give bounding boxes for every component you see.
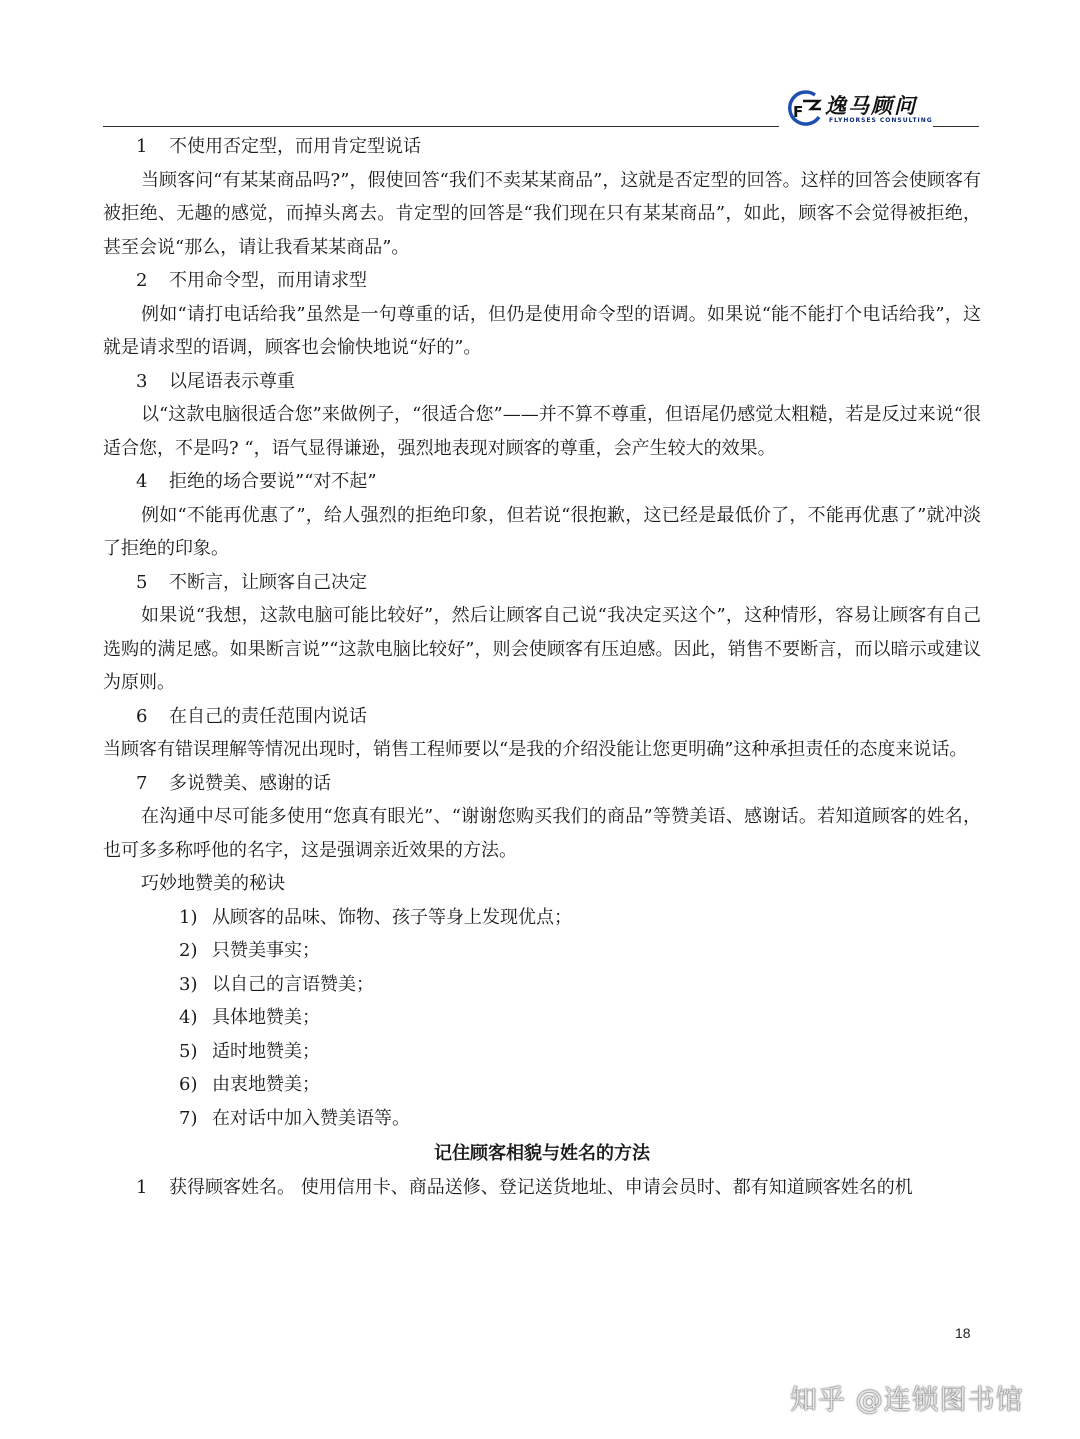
paragraph: 如果说“我想，这款电脑可能比较好”，然后让顾客自己说“我决定买这个”，这种情形，容易让顾客有自己选购的满足感。如果断言说”“这款电脑比较好”，则会使顾客有压迫感。因此，销售不要断言，而以暗示或建议为原则。 — [103, 605, 981, 693]
list-item — [103, 934, 981, 968]
list-item-text: 以自己的言语赞美； — [212, 973, 374, 995]
subsection-title: 巧妙地赞美的秘诀 — [141, 873, 285, 894]
header-rule-left — [103, 126, 779, 127]
list-item-text: 适时地赞美； — [212, 1040, 320, 1062]
list-item — [103, 901, 981, 935]
list-item-text: 只赞美事实； — [212, 940, 320, 961]
header-rule-right — [933, 126, 979, 127]
paragraph: 例如“请打电话给我”虽然是一句尊重的话，但仍是使用命令型的语调。如果说“能不能打个电话给我”，这就是请求型的语调，顾客也会愉快地说“好的”。 — [103, 303, 981, 358]
section-heading — [103, 264, 981, 298]
heading-text: 不用命令型，而用请求型 — [169, 270, 367, 291]
section-heading — [103, 1171, 981, 1205]
list-item-number: 3) — [179, 973, 198, 995]
heading-text: 以尾语表示尊重 — [169, 370, 295, 392]
heading-text: 拒绝的场合要说”“对不起” — [169, 471, 377, 492]
heading-number: 7 — [136, 772, 148, 794]
paragraph: 在沟通中尽可能多使用“您真有眼光”、“谢谢您购买我们的商品”等赞美语、感谢话。若知道顾客的姓名，也可多多称呼他的名字，这是强调亲近效果的方法。 — [103, 806, 981, 861]
list-item — [103, 1068, 981, 1102]
page-number: 18 — [955, 1325, 971, 1341]
heading-number: 3 — [136, 370, 148, 392]
list-item-number: 1) — [179, 906, 198, 928]
logo-mark-icon — [785, 89, 825, 129]
heading-number: 6 — [136, 705, 148, 727]
list-item-text: 从顾客的品味、饰物、孩子等身上发现优点； — [212, 906, 572, 928]
section-heading — [103, 700, 981, 734]
list-item — [103, 1102, 981, 1136]
list-item-text: 具体地赞美； — [212, 1007, 320, 1028]
list-item-number: 4) — [179, 1007, 198, 1028]
heading-text: 不断言，让顾客自己决定 — [169, 571, 367, 593]
heading-number: 2 — [136, 270, 148, 291]
heading-number: 1 — [136, 1176, 148, 1198]
list-item-number: 7) — [179, 1107, 198, 1129]
heading-text: 不使用否定型，而用肯定型说话 — [169, 136, 421, 157]
document-body — [103, 130, 981, 1204]
section-heading — [103, 465, 981, 499]
list-item — [103, 1001, 981, 1035]
heading-text: 多说赞美、感谢的话 — [169, 772, 331, 794]
heading-text: 在自己的责任范围内说话 — [169, 705, 367, 727]
heading-text: 获得顾客姓名。 使用信用卡、商品送修、登记送货地址、申请会员时、都有知道顾客姓名的机 — [169, 1176, 913, 1198]
section-heading — [103, 365, 981, 399]
paragraph: 以“这款电脑很适合您”来做例子，“很适合您”——并不算不尊重，但语尾仍感觉太粗糙，若是反过来说“很适合您，不是吗? “，语气显得谦逊，强烈地表现对顾客的尊重，会产生较大的效果。 — [103, 404, 981, 459]
heading-number: 4 — [136, 471, 148, 492]
paragraph: 当顾客有错误理解等情况出现时，销售工程师要以“是我的介绍没能让您更明确”这种承担责任的态度来说话。 — [103, 739, 968, 760]
company-logo — [785, 89, 935, 129]
list-item-number: 6) — [179, 1074, 198, 1095]
logo-chinese-text: 逸马顾问 — [825, 94, 917, 118]
list-item-text: 在对话中加入赞美语等。 — [212, 1107, 410, 1129]
section-heading — [103, 130, 981, 164]
section-title: 记住顾客相貌与姓名的方法 — [434, 1143, 650, 1164]
list-item-number: 5) — [179, 1040, 198, 1062]
watermark: 知乎 @连锁图书馆 — [790, 1385, 1024, 1416]
heading-number: 5 — [136, 571, 148, 593]
svg-text:F: F — [793, 103, 804, 121]
list-item-text: 由衷地赞美； — [212, 1074, 320, 1095]
list-item-number: 2) — [179, 940, 198, 961]
section-heading — [103, 566, 981, 600]
heading-number: 1 — [136, 136, 148, 157]
list-item — [103, 1035, 981, 1069]
list-item — [103, 968, 981, 1002]
logo-english-text: FLYHORSES CONSULTING — [829, 117, 933, 124]
page-header — [103, 85, 979, 129]
section-heading — [103, 767, 981, 801]
paragraph: 当顾客问“有某某商品吗?”，假使回答“我们不卖某某商品”，这就是否定型的回答。这样的回答会使顾客有被拒绝、无趣的感觉，而掉头离去。肯定型的回答是“我们现在只有某某商品”，如此，顾客不会觉得被拒绝，甚至会说“那么，请让我看某某商品”。 — [103, 169, 981, 258]
paragraph: 例如“不能再优惠了”，给人强烈的拒绝印象，但若说“很抱歉，这已经是最低价了，不能再优惠了”就冲淡了拒绝的印象。 — [103, 504, 981, 559]
